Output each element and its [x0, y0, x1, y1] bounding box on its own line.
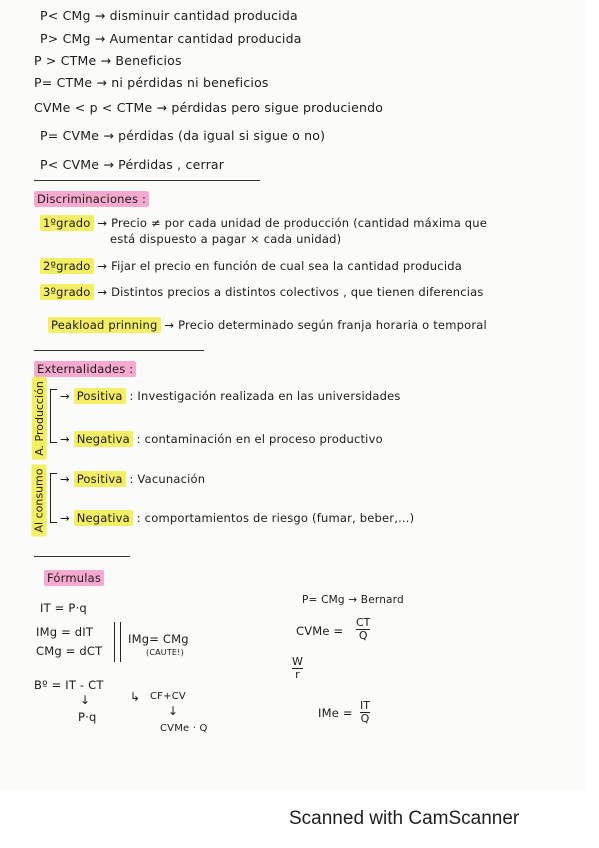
positive-label: Positiva	[74, 388, 126, 404]
item-label: 1ºgrado	[40, 215, 94, 231]
item-text: → Fijar el precio en función de cual sea la cantidad producida	[97, 259, 462, 273]
divider	[34, 556, 130, 557]
formula-cvme: CVMe =	[296, 624, 344, 638]
bracket	[50, 389, 57, 443]
numerator: CT	[356, 616, 371, 629]
item-text: → Distintos precios a distintos colectivos , que tienen diferencias	[97, 285, 484, 299]
section-title	[34, 362, 136, 376]
fraction	[360, 700, 370, 725]
externality-item: → Positiva : Vacunación	[60, 472, 206, 486]
item-label: 3ºgrado	[40, 284, 94, 300]
denominator: Q	[358, 629, 368, 642]
negative-text: : comportamientos de riesgo (fumar, beber,...)	[136, 511, 415, 525]
fraction	[292, 656, 303, 681]
discrimination-item	[48, 318, 487, 332]
scanner-watermark: Scanned with CamScanner	[289, 808, 520, 829]
side-label-text: Al consumo	[32, 464, 47, 536]
positive-label: Positiva	[74, 471, 126, 487]
externality-item: → Negativa : contaminación en el proceso productivo	[60, 432, 383, 446]
rule-line: P< CMg → disminuir cantidad producida	[40, 8, 298, 23]
externalidades-heading: Externalidades :	[34, 361, 136, 377]
formula-pq: P·q	[78, 710, 97, 724]
formula-cfcv: CF+CV	[150, 691, 186, 702]
denominator: r	[295, 668, 300, 681]
externality-item: → Negativa : comportamientos de riesgo (fumar, beber,...)	[60, 511, 415, 525]
rule-line: P > CTMe → Beneficios	[34, 53, 182, 68]
formula-it: IT = P·q	[40, 601, 87, 615]
arrow-right-icon: ↳	[130, 690, 141, 704]
arrow-down-icon: ↓	[80, 693, 91, 707]
rule-line: P> CMg → Aumentar cantidad producida	[40, 31, 302, 46]
item-text: → Precio ≠ por cada unidad de producción (cantidad máxima que	[97, 216, 488, 230]
section-title	[44, 571, 104, 585]
item-label: Peakload prinning	[48, 317, 161, 333]
item-text: → Precio determinado según franja horaria o temporal	[164, 318, 487, 332]
fraction	[356, 617, 370, 642]
numerator: W	[292, 655, 303, 668]
negative-text: : contaminación en el proceso productivo	[136, 432, 383, 446]
formulas-heading: Fórmulas	[44, 570, 104, 586]
rule-line: P= CVMe → pérdidas (da igual si sigue o no)	[40, 128, 326, 143]
bracket	[50, 473, 57, 523]
section-title	[34, 192, 149, 206]
discrimination-item	[40, 259, 462, 273]
discrimination-item	[40, 216, 487, 230]
denominator: Q	[360, 712, 370, 725]
formula-img-eq: IMg= CMg	[128, 632, 189, 646]
formula-ime: IMe =	[318, 706, 353, 720]
side-label-text: A. Producción	[32, 377, 47, 460]
arrow-down-icon: ↓	[168, 704, 179, 718]
externality-item: → Positiva : Investigación realizada en las universidades	[60, 389, 401, 403]
item-label: 2ºgrado	[40, 258, 94, 274]
numerator: IT	[360, 699, 370, 712]
formula-cvme-q: CVMe · Q	[160, 723, 208, 734]
rule-line: P= CTMe → ni pérdidas ni beneficios	[34, 75, 269, 90]
negative-label: Negativa	[74, 431, 133, 447]
discrimination-item	[40, 285, 484, 299]
double-bar	[114, 622, 121, 662]
positive-text: : Vacunación	[129, 472, 206, 486]
formula-cmg: CMg = dCT	[36, 644, 103, 658]
discrimination-item-cont: está dispuesto a pagar × cada unidad)	[110, 232, 342, 246]
discriminaciones-heading: Discriminaciones :	[34, 191, 149, 207]
side-label	[32, 460, 46, 540]
negative-label: Negativa	[74, 510, 133, 526]
formula-note: (CAUTE!)	[146, 648, 184, 657]
rule-line: P< CVMe → Pérdidas , cerrar	[40, 157, 225, 172]
divider	[34, 350, 204, 351]
formula-p-cmg: P= CMg → Bernard	[302, 594, 404, 606]
positive-text: : Investigación realizada en las universidades	[129, 389, 401, 403]
rule-line: CVMe < p < CTMe → pérdidas pero sigue produciendo	[34, 100, 384, 115]
formula-b: Bº = IT - CT	[34, 678, 104, 692]
formula-img: IMg = dIT	[36, 625, 94, 639]
divider	[34, 180, 260, 181]
side-label	[32, 380, 46, 456]
